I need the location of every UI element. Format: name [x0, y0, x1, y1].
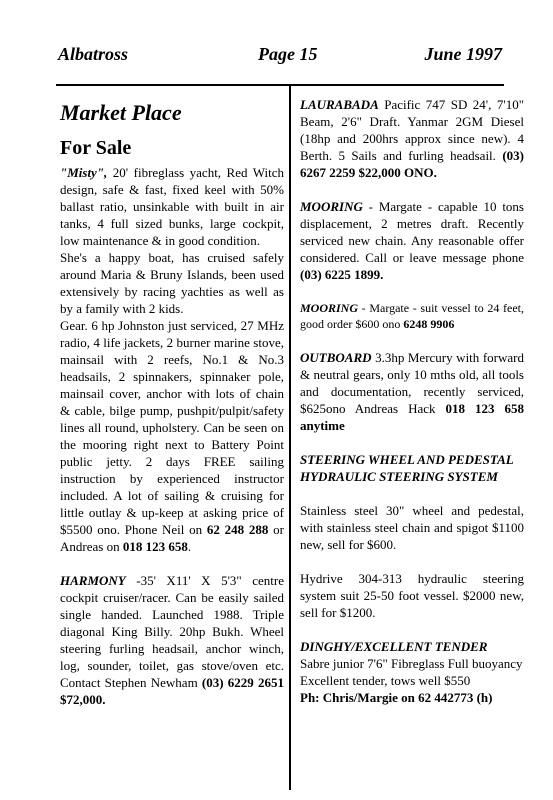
header-rule [56, 84, 504, 86]
ad-outboard [300, 349, 524, 434]
section-title: Market Place [60, 100, 182, 125]
ad-outboard-text: 3.3hp Mercury with forward & neutral gears, only 10 mths old, all tools and documentation, recently serviced, $625ono Andreas Hack [300, 350, 524, 416]
ad-harmony-contact: (03) 6229 2651 $72,000. [60, 675, 284, 707]
ad-misty-gear [60, 317, 284, 555]
ad-misty-gear-text: Gear. 6 hp Johnston just serviced, 27 MHz radio, 4 life jackets, 2 burner marine stove, mainsail with 2 reefs, No.1 & No.3 headsails, 2 spinnakers, spinnaker pole, mainsail cover, anchor with lots of chain & cable, bilge pump, pushpit/pulpit/safety lines all round, upholstery. Can be seen on the mooring right next to Battery Point public jetty. 2 days FREE sailing instruction by experienced instructor included. A lot of sailing & cruising for little outlay & up-keep at asking price of $5500 ono. Phone Neil on [60, 318, 284, 537]
ad-laurabada-name: LAURABADA [300, 97, 379, 112]
ad-misty-or: or Andreas on [60, 522, 285, 554]
ad-mooring-1-name: MOORING [300, 199, 363, 214]
ad-mooring-2-text: - Margate - suit vessel to 24 feet, good order $600 ono [300, 301, 524, 331]
ad-outboard-contact: 018 123 658 anytime [300, 401, 525, 433]
ad-steering-hydrive: Hydrive 304-313 hydraulic steering system suit 25-50 foot vessel. $2000 new, sell for $1200. [300, 571, 524, 620]
page-number: Page 15 [258, 44, 318, 64]
left-column [60, 100, 284, 725]
ad-harmony-text: -35' X11' X 5'3" centre cockpit cruiser/racer. Can be easily sailed single handed. Launched 1988. Triple diagonal King Billy. 20hp Bukh. Wheel steering furling headsail, anchor winch, log, sounder, toilet, gas stove/oven etc. Contact Stephen Newham [60, 573, 284, 690]
ad-harmony-name: HARMONY [60, 573, 126, 588]
ad-steering-wheel: Stainless steel 30" wheel and pedestal, with stainless steel chain and spigot $1100 new, sell for $600. [300, 503, 524, 552]
ad-dinghy-text: Sabre junior 7'6" Fibreglass Full buoyancy Excellent tender, tows well $550 [300, 656, 523, 688]
ad-dinghy-heading: DINGHY/EXCELLENT TENDER [300, 639, 488, 654]
ad-mooring-1-text: - Margate - capable 10 tons displacement, 2 metres draft. Recently serviced new chain. Any reasonable offer considered. Call or leave message phone [300, 199, 524, 265]
ad-misty-phone-andreas: 018 123 658 [122, 539, 188, 554]
ad-dinghy-contact: Ph: Chris/Margie on 62 442773 (h) [300, 690, 493, 705]
ad-mooring-2 [300, 300, 524, 332]
ad-mooring-1-contact: (03) 6225 1899. [300, 267, 384, 282]
ad-misty-end: . [187, 539, 192, 554]
ad-misty-phone-neil: 62 248 288 [206, 522, 269, 537]
ad-laurabada-text: Pacific 747 SD 24', 7'10" Beam, 2'6" Draft. Yanmar 2GM Diesel (18hp and 200hrs approx since new). 4 Berth. 5 Sails and furling headsail. [300, 97, 524, 163]
page-header [56, 44, 504, 68]
for-sale-heading: For Sale [60, 137, 132, 159]
ad-laurabada-contact: (03) 6267 2259 $22,000 ONO. [300, 148, 524, 180]
newsletter-name: Albatross [58, 44, 129, 64]
ad-harmony [60, 572, 284, 708]
ad-mooring-1 [300, 198, 524, 283]
ad-outboard-name: OUTBOARD [300, 350, 372, 365]
ad-misty-text: 20' fibreglass yacht, Red Witch design, safe & fast, fixed keel with 50% ballast ratio, unsinkable with built in air tanks, 4 full sized bunks, large cockpit, low maintenance & in good condition. [60, 165, 284, 248]
ad-steering-heading: STEERING WHEEL AND PEDESTAL HYDRAULIC STEERING SYSTEM [300, 452, 514, 484]
issue-date: June 1997 [424, 44, 502, 64]
ad-laurabada [300, 96, 524, 181]
ad-mooring-2-contact: 6248 9906 [403, 317, 455, 331]
ad-misty-name: "Misty", [60, 165, 108, 180]
ad-mooring-2-name: MOORING [300, 301, 359, 315]
ad-misty [60, 164, 284, 249]
column-divider [289, 84, 291, 790]
right-column [300, 96, 524, 706]
ad-misty-story: She's a happy boat, has cruised safely around Maria & Bruny Islands, been used extensively by racing yachties as well as by a family with 2 kids. [60, 250, 284, 316]
